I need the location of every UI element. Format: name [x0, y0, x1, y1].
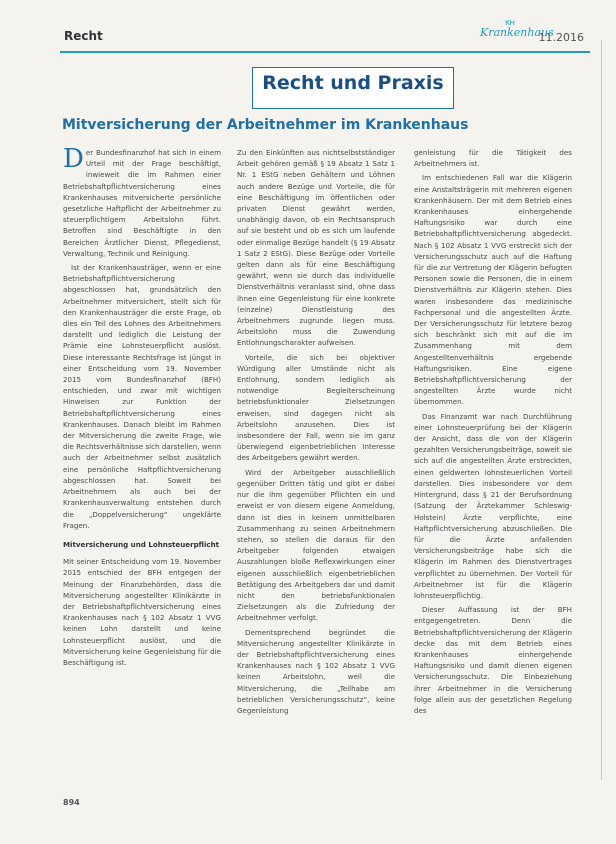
paragraph: genleistung für die Tätigkeit des Arbeitnehmers ist. [414, 148, 572, 169]
rubric-banner [252, 67, 454, 109]
issue-number: 11.2016 [538, 31, 584, 44]
text-column-2 [237, 147, 395, 719]
text-column-3 [414, 147, 572, 719]
paragraph: Ist der Krankenhausträger, wenn er eine Betriebshaftpflichtversicherung abgeschlossen hat, grundsätzlich den Arbeitnehmer mitversichert, stellt sich für den Krankenhausträger die erste Frage, ob dies ein Teil des Lohnes des Arbeitnehmers darstellt und lediglich die Leistung der Prämie eine Lohnsteuerpflicht auslöst. Diese interessante Rechtsfrage ist jüngst in einer Entscheidung vom 19. November 2015 vom Bundesfinanzhof (BFH) entschieden, und zwar mit wichtigen Hinweisen zur Funktion der Betriebshaftpflichtversicherung eines Krankenhauses. Danach bleibt im Rahmen der Mitversicherung die zweite Frage, wie die Rechtsverhältnisse sich darstellen, wenn auch der Arbeitnehmer selbst zusätzlich eine persönliche Haftpflichtversicherung abgeschlossen hat. Soweit bei Arbeitnehmern als auch bei der Krankenhausverwaltung entstehen durch die „Doppelversicherung“ ungeklärte Fragen. [63, 263, 221, 530]
running-header [60, 19, 590, 53]
paragraph: Das Finanzamt war nach Durchführung einer Lohnsteuerprüfung bei der Klägerin der Ansicht, dass die von der Klägerin gezahlten Versicherungsbeiträge, soweit sie sich auf die angestellten Ärzte erstreckten, einen geldwerten lohnsteuerlichen Vorteil darstellen. Dies insbesondere vor dem Hintergrund, dass § 21 der Berufsordnung (Satzung der Ärztekammer Schleswig-Holstein) Ärzte verpflichte, eine Haftpflichtversicherung abzuschließen. Die für die Ärzte anfallenden Versicherungsbeiträge habe sich die Klägerin im Rahmen des Dienstvertrages verpflichtet zu übernehmen. Der Vorteil für Arbeitnehmer ist für die Klägerin lohnsteuerpflichtig. [414, 411, 572, 600]
subheading: Mitversicherung und Lohnsteuerpflicht [63, 539, 220, 549]
scan-edge-divider [601, 40, 602, 780]
paragraph: Der Bundesfinanzhof hat sich in einem Urteil mit der Frage beschäftigt, inwieweit die im Rahmen einer Betriebshaftpflichtversicherung eines Krankenhauses mitversicherte persönliche gesetzliche Haftpflicht der Arbeitnehmer zu steuerpflichtigem Arbeitslohn führt. Betroffen sind Beschäftigte in den Bereichen Ärztlicher Dienst, Pflegedienst, Verwaltung, Technik und Reinigung. [63, 144, 221, 258]
paragraph: Wird der Arbeitgeber ausschließlich gegenüber Dritten tätig und gibt er dabei nur die ihm gegenüber Pflichten ein und erweist er von diesem eigene Anmeldung, dann ist dies in keinem unmittelbaren Zusammenhang zu seinen Arbeitnehmern stehen, so stellen die daraus für den Arbeitgeber folgenden etwaigen Auszahlungen bloße Reflexwirkungen einer eigenen ausschließlich eigenbetrieblichen Betätigung des Arbeitgebers dar und damit nicht den betriebsfunktionalen Zielsetzungen als die Zufriedung der Arbeitnehmer verfolgt. [237, 467, 395, 623]
section-label: Recht [64, 29, 103, 43]
paragraph: Zu den Einkünften aus nichtselbstständiger Arbeit gehören gemäß § 19 Absatz 1 Satz 1 Nr. 1 EStG neben Gehältern und Löhnen auch andere Bezüge und Vorteile, die für eine Beschäftigung im öffentlichen oder privaten Dienst gewährt werden, unabhängig davon, ob ein Rechtsanspruch auf sie besteht und ob es sich um laufende oder einmalige Bezüge handelt (§ 19 Absatz 1 Satz 2 EStG). Diese Bezüge oder Vorteile gelten dann als für eine Beschäftigung gewährt, wenn sie durch das individuelle Dienstverhältnis veranlasst sind, ohne dass ihnen eine Gegenleistung für eine konkrete (einzelne) Dienstleistung des Arbeitnehmers zugrunde liegen muss. Arbeitslohn muss die Zuwendung Entlohnungscharakter aufweisen. [237, 148, 395, 348]
journal-name: Krankenhaus [480, 26, 554, 39]
logo-mark-icon: KH [505, 19, 515, 27]
rubric-title: Recht und Praxis [262, 72, 444, 94]
paragraph: Im entschiedenen Fall war die Klägerin eine Anstaltsträgerin mit mehreren eigenen Krankenhäusern. Der mit dem Betrieb eines Krankenhauses einhergehende Haftungsrisiko war durch eine Betriebshaftpflichtversicherung abgedeckt. Nach § 102 Absatz 1 VVG erstreckt sich der Versicherungsschutz auch auf die Haftung für die zur Vertretung der Klägerin befugten Personen sowie die Personen, die in einem Dienstverhältnis zur Klägerin stehen. Dies waren insbesondere das medizinische Fachpersonal und die angestellten Ärzte. Der Versicherungsschutz für letztere bezog sich beschränkt sich mit auf die im Zusammenhang mit dem Angestelltenverhältnis ergebende Haftungsrisiken. Eine eigene Betriebshaftpflichtversicherung der angestellten Ärzte wurde nicht übernommen. [414, 173, 572, 407]
paragraph: Dieser Auffassung ist der BFH entgegengetreten. Denn die Betriebshaftpflichtversicherung der Klägerin decke das mit dem Betrieb eines Krankenhauses einhergehende Haftungsrisiko und damit dienen eigenen Versicherungsschutz. Die Einbeziehung ihrer Arbeitnehmer in die Versicherung folge allein aus der gesetzlichen Regelung des [414, 605, 572, 715]
text-column-1 [63, 144, 221, 671]
drop-cap: D [63, 144, 84, 174]
paragraph: Dementsprechend begründet die Mitversicherung angestellter Klinikärzte in der Betriebshaftpflichtversicherung eines Krankenhauses nach § 102 Absatz 1 VVG keinen Arbeitslohn, weil die Mitversicherung, die „Teilhabe am betrieblichen Versicherungsschutz“, keine Gegenleistung [237, 627, 395, 715]
page-number: 894 [63, 798, 80, 807]
journal-logo [480, 19, 554, 39]
paragraph: Mit seiner Entscheidung vom 19. November 2015 entschied der BFH entgegen der Meinung der Finanzbehörden, dass die Mitversicherung angestellter Klinikärzte in der Betriebshaftpflichtversicherung eines Krankenhauses nach § 102 Absatz 1 VVG keinen Lohn darstellt und keine Lohnsteuerpflicht auslöst, und die Mitversicherung keine Gegenleistung für die Beschäftigung ist. [63, 557, 221, 667]
paragraph: Vorteile, die sich bei objektiver Würdigung aller Umstände nicht als Entlohnung, sondern lediglich als notwendige Begleiterscheinung betriebsfunktionaler Zielsetzungen erweisen, sind dagegen nicht als Arbeitslohn anzusehen. Dies ist insbesondere der Fall, wenn sie im ganz überwiegend eigenbetrieblichen Interesse des Arbeitgebers gewährt werden. [237, 352, 395, 463]
article-headline: Mitversicherung der Arbeitnehmer im Krankenhaus [62, 117, 469, 133]
